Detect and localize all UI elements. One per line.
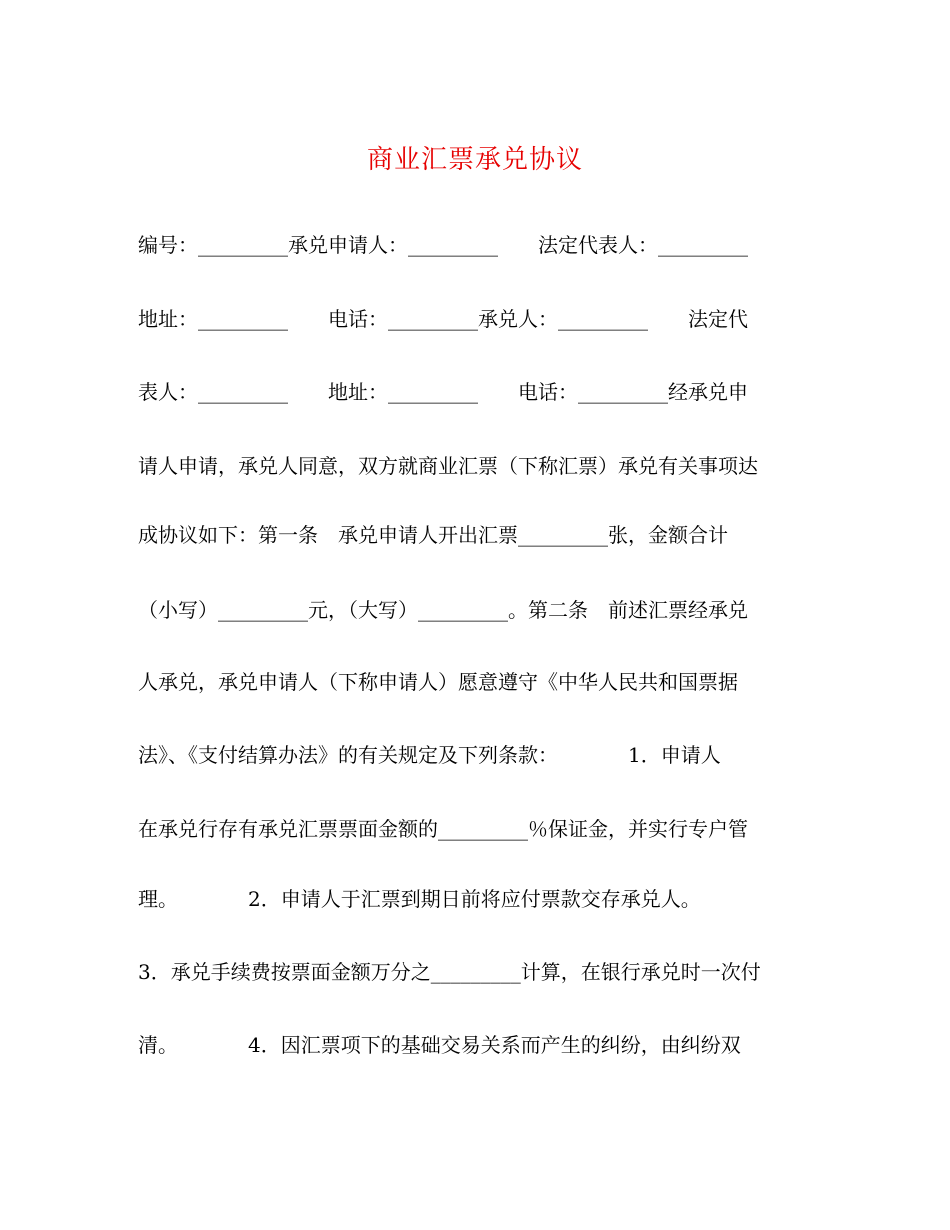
body-line: 成协议如下：第一条 承兑申请人开出汇票_________张，金额合计 bbox=[138, 523, 728, 547]
body-line: 清。 4．因汇票项下的基础交易关系而产生的纠纷，由纠纷双 bbox=[138, 1033, 741, 1057]
body-line: 编号：_________承兑申请人：_________ 法定代表人：_________ bbox=[138, 233, 748, 257]
document-title: 商业汇票承兑协议 bbox=[366, 145, 583, 175]
body-line: 3．承兑手续费按票面金额万分之_________计算，在银行承兑时一次付 bbox=[138, 960, 761, 984]
body-line: 理。 2．申请人于汇票到期日前将应付票款交存承兑人。 bbox=[138, 887, 701, 911]
body-line: 在承兑行存有承兑汇票票面金额的_________％保证金，并实行专户管 bbox=[138, 817, 748, 841]
body-line: 法》、《支付结算办法》的有关规定及下列条款： 1．申请人 bbox=[138, 743, 721, 767]
body-line: （小写）_________元，（大写）_________。第二条 前述汇票经承兑 bbox=[138, 598, 748, 622]
body-line: 请人申请，承兑人同意，双方就商业汇票（下称汇票）承兑有关事项达 bbox=[138, 454, 758, 478]
body-line: 表人：_________ 地址：_________ 电话：_________经承兑申 bbox=[138, 380, 748, 404]
body-line: 人承兑，承兑申请人（下称申请人）愿意遵守《中华人民共和国票据 bbox=[138, 670, 738, 694]
body-line: 地址：_________ 电话：_________承兑人：_________ 法定代 bbox=[138, 307, 748, 331]
